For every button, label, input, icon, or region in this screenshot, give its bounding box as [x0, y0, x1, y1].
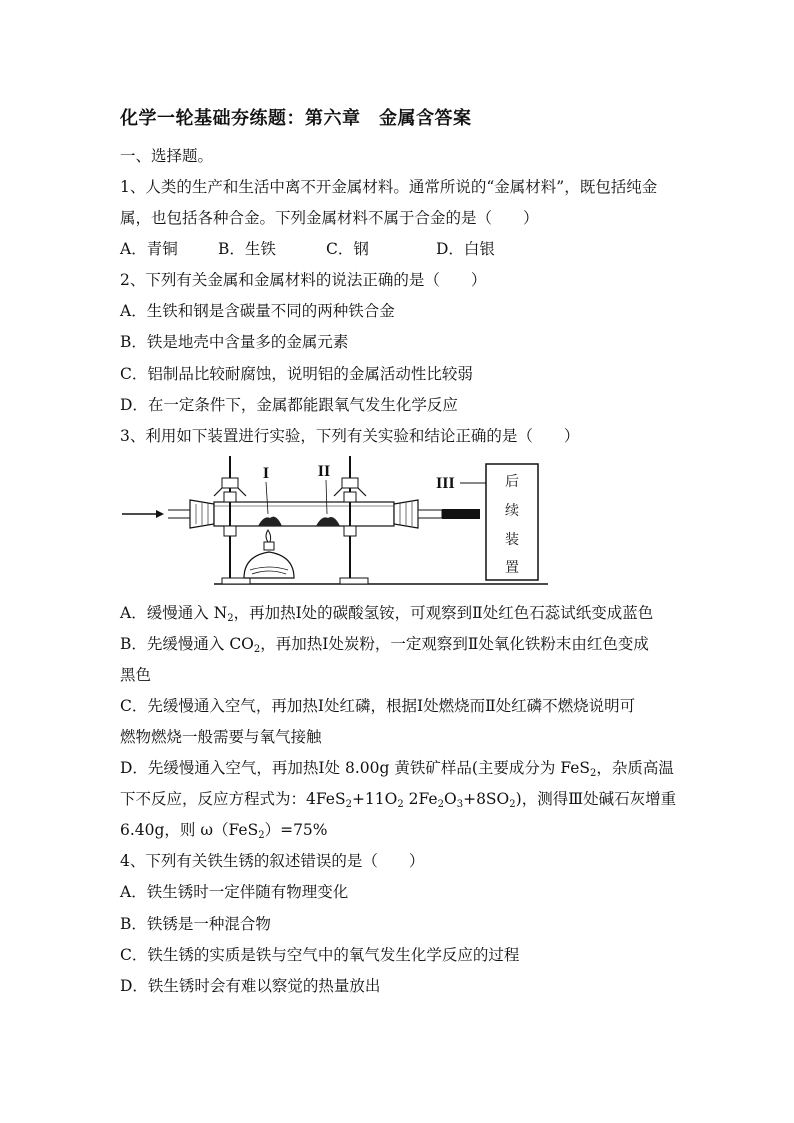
box-char-1: 后 — [505, 474, 519, 490]
rubber-connector — [442, 509, 480, 519]
q3-option-b-line-1: B．先缓慢通入 $CO_2$，再加热Ⅰ处炭粉，一定观察到Ⅱ处氧化铁粉末由红色变成 — [120, 635, 649, 655]
q3-option-d-line-2: 下不反应，反应方程式为：$4FeS_2+11O_2$ $2Fe_2O_3+8SO_2$)，测得Ⅲ处碱石灰增重 — [120, 790, 677, 810]
q4-option-d: D．铁生锈时会有难以察觉的热量放出 — [120, 977, 381, 995]
q3-option-d-line-1: D．先缓慢通入空气，再加热Ⅰ处 8.00g 黄铁矿样品(主要成分为 FeS$_2$，杂质高温 — [120, 759, 674, 779]
left-clamp-top — [224, 492, 236, 502]
q2-stem: 2、下列有关金属和金属材料的说法正确的是（ ） — [120, 271, 487, 289]
apparatus-diagram — [118, 452, 548, 592]
page-title: 化学一轮基础夯练题：第六章 金属含答案 — [120, 108, 472, 129]
lamp-cap — [264, 542, 274, 550]
label-2: II — [317, 463, 331, 480]
label-1: I — [262, 465, 270, 482]
q4-option-b: B．铁锈是一种混合物 — [120, 915, 271, 933]
q3-option-d-line-3: 6.40g，则 ω（FeS$_2$）=75% — [120, 821, 328, 841]
box-char-2: 续 — [505, 503, 519, 519]
left-clamp-bottom — [224, 526, 236, 536]
q2-option-a: A．生铁和钢是含碳量不同的两种铁合金 — [120, 302, 395, 320]
glass-tube — [214, 502, 394, 526]
box-char-3: 装 — [505, 532, 519, 548]
q2-option-c: C．铝制品比较耐腐蚀，说明铝的金属活动性比较弱 — [120, 365, 473, 383]
q1-option-d: D．白银 — [436, 240, 495, 258]
box-char-4: 置 — [505, 560, 519, 576]
label-3: III — [436, 475, 455, 492]
q4-option-c: C．铁生锈的实质是铁与空气中的氧气发生化学反应的过程 — [120, 946, 520, 964]
q1-options — [120, 239, 495, 259]
section-heading: 一、选择题。 — [120, 147, 214, 165]
inlet-arrow-head — [156, 510, 164, 518]
q1-option-c: C．钢 — [326, 240, 369, 258]
q2-option-d: D．在一定条件下，金属都能跟氧气发生化学反应 — [120, 396, 458, 414]
q3-option-a: A．缓慢通入 $N_2$，再加热Ⅰ处的碳酸氢铵，可观察到Ⅱ处红色石蕊试纸变成蓝色 — [120, 604, 654, 624]
q1-stem-line-2: 属，也包括各种合金。下列金属材料不属于合金的是（ ） — [120, 209, 539, 227]
left-clamp-screw — [222, 478, 238, 488]
right-clamp-top — [344, 492, 356, 502]
q2-option-b: B．铁是地壳中含量多的金属元素 — [120, 333, 349, 351]
q3-option-c-line-1: C．先缓慢通入空气，再加热Ⅰ处红磷，根据Ⅰ处燃烧而Ⅱ处红磷不燃烧说明可 — [120, 697, 636, 715]
alcohol-lamp — [244, 552, 294, 578]
flame — [266, 530, 271, 542]
q3-stem: 3、利用如下装置进行实验，下列有关实验和结论正确的是（ ） — [120, 427, 580, 445]
q4-stem: 4、下列有关铁生锈的叙述错误的是（ ） — [120, 852, 425, 870]
q1-option-a: A．青铜 — [120, 240, 178, 258]
q1-option-b: B．生铁 — [218, 240, 276, 258]
q3-option-b-line-2: 黑色 — [120, 666, 152, 684]
outlet-tube — [418, 510, 442, 518]
q3-option-c-line-2: 燃物燃烧一般需要与氧气接触 — [120, 728, 322, 746]
right-clamp-bottom — [344, 526, 356, 536]
right-clamp-screw — [342, 478, 358, 488]
q4-option-a: A．铁生锈时一定伴随有物理变化 — [120, 883, 349, 901]
q1-stem-line-1: 1、人类的生产和生活中离不开金属材料。通常所说的“金属材料”，既包括纯金 — [120, 178, 658, 196]
